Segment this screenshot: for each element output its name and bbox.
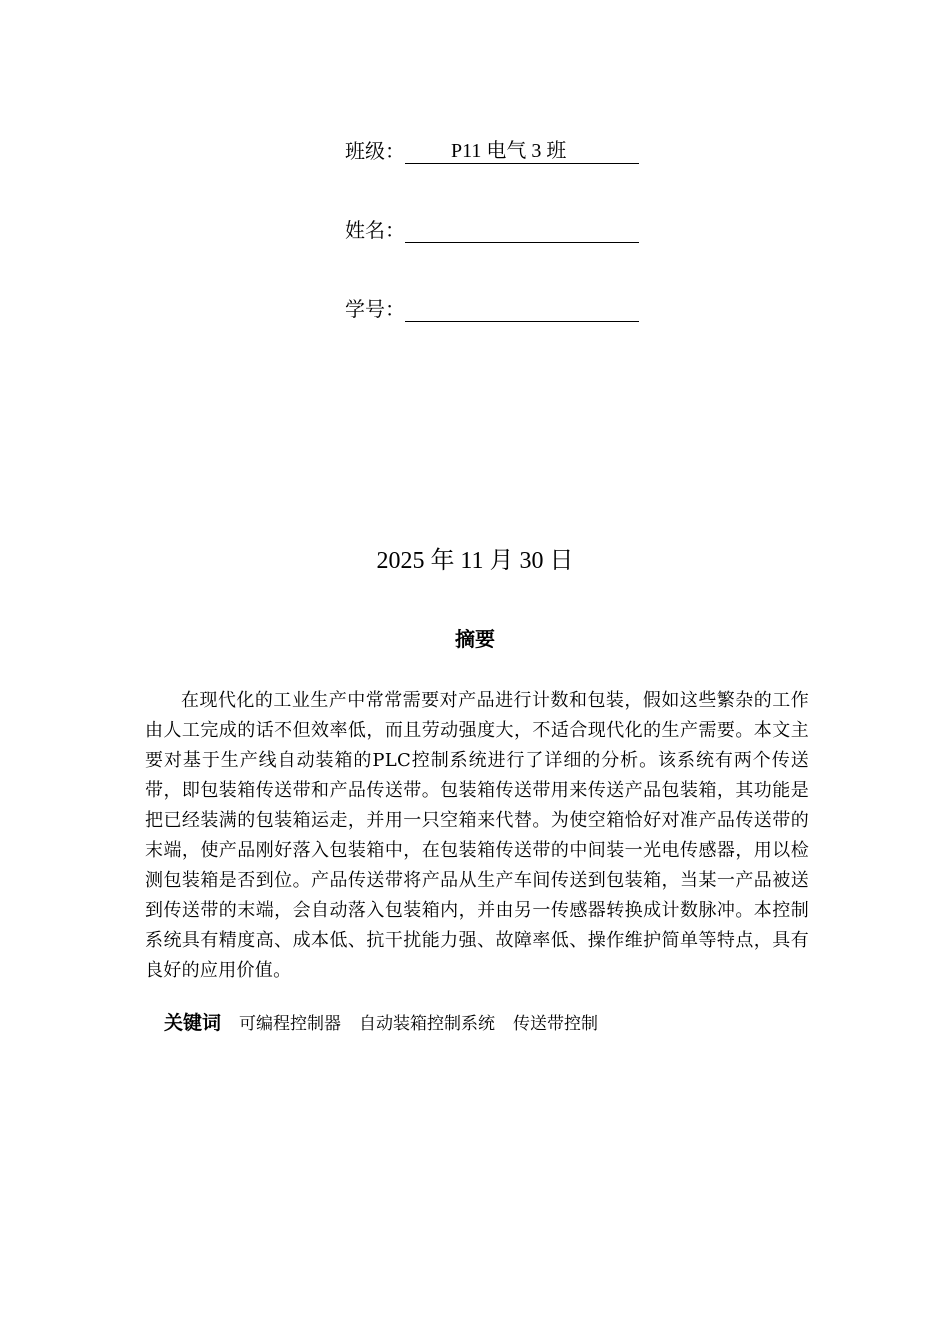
keywords-line (164, 1010, 616, 1037)
abstract-title: 摘要 (455, 627, 495, 651)
class-value: P11 电气 3 班 (405, 138, 639, 164)
name-label: 姓名： (345, 218, 405, 242)
class-field (345, 138, 639, 164)
abstract-body: 在现代化的工业生产中常常需要对产品进行计数和包装，假如这些繁杂的工作由人工完成的话不但效率低，而且劳动强度大，不适合现代化的生产需要。本文主要对基于生产线自动装箱的PLC控制系统进行了详细的分析。该系统有两个传送带，即包装箱传送带和产品传送带。包装箱传送带用来传送产品包装箱，其功能是把已经装满的包装箱运走，并用一只空箱来代替。为使空箱恰好对准产品传送带的末端，使产品刚好落入包装箱中，在包装箱传送带的中间装一光电传感器，用以检测包装箱是否到位。产品传送带将产品从生产车间传送到包装箱，当某一产品被送到传送带的末端，会自动落入包装箱内，并由另一传感器转换成计数脉冲。本控制系统具有精度高、成本低、抗干扰能力强、故障率低、操作维护简单等特点，具有良好的应用价值。 (145, 690, 809, 981)
keyword-item: 自动装箱控制系统 (359, 1014, 496, 1034)
keyword-item: 可编程控制器 (239, 1014, 342, 1034)
name-field (345, 217, 639, 243)
student-id-label: 学号： (345, 297, 405, 321)
student-id-field (345, 296, 639, 322)
keyword-item: 传送带控制 (513, 1014, 599, 1034)
cover-date: 2025 年 11 月 30 日 (376, 548, 574, 574)
keywords-label: 关键词 (164, 1012, 222, 1034)
name-value (405, 217, 639, 243)
class-label: 班级： (345, 139, 405, 163)
student-id-value (405, 296, 639, 322)
